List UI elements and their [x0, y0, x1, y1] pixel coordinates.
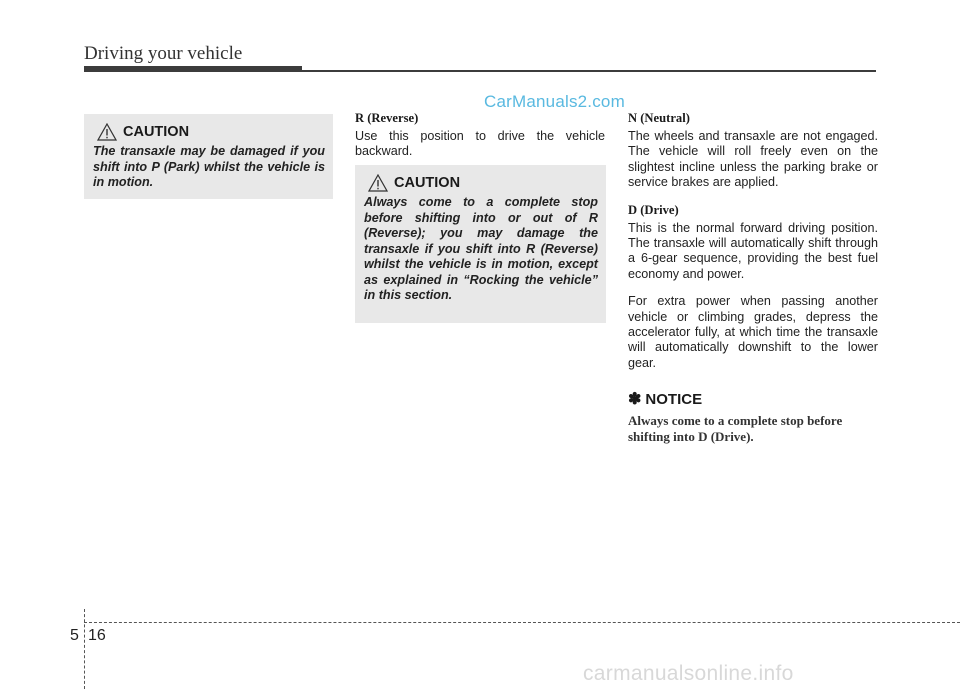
section-text-neutral: The wheels and transaxle are not engaged. The vehicle will roll freely even on the slightest incline unless the parking brake or service brakes are applied. — [628, 129, 878, 190]
watermark-bottom[interactable]: carmanualsonline.info — [583, 662, 794, 685]
chapter-number: 5 — [70, 627, 79, 644]
notice-header — [628, 389, 878, 409]
section-text-reverse: Use this position to drive the vehicle backward. — [355, 129, 605, 159]
section-heading-reverse: R (Reverse) — [355, 111, 419, 125]
column-right — [628, 111, 878, 444]
notice-text: Always come to a complete stop before shifting into D (Drive). — [628, 413, 843, 444]
caution-title: CAUTION — [123, 124, 190, 140]
caution-text: The transaxle may be damaged if you shift into P (Park) whilst the vehicle is in motion. — [93, 144, 325, 189]
section-heading-drive: D (Drive) — [628, 202, 679, 217]
caution-box-reverse — [355, 165, 606, 323]
caution-text: Always come to a complete stop before shifting into or out of R (Reverse); you may damage the transaxle if you shift into R (Reverse) whilst the vehicle is in motion, except as explained in “Rocking the vehicle” in this section. — [364, 195, 598, 302]
caution-header — [368, 174, 598, 192]
section-text-drive-extra: For extra power when passing another vehicle or climbing grades, depress the accelerator fully, at which time the transaxle will automatically downshift to the lower gear. — [628, 294, 878, 370]
warning-triangle-icon — [368, 174, 388, 192]
notice-title: NOTICE — [645, 390, 703, 408]
page-header-title: Driving your vehicle — [84, 43, 243, 64]
section-heading-neutral: N (Neutral) — [628, 111, 690, 125]
header-rule-thin — [302, 70, 876, 72]
caution-header — [97, 123, 325, 141]
page-number: 16 — [88, 627, 106, 644]
footer-divider — [84, 609, 85, 689]
watermark-top[interactable]: CarManuals2.com — [484, 92, 625, 111]
caution-title: CAUTION — [394, 175, 461, 191]
footer-rule — [84, 622, 960, 623]
notice-star-icon: ✽ — [628, 391, 642, 409]
header-rule-thick — [84, 66, 302, 72]
warning-triangle-icon — [97, 123, 117, 141]
caution-box-park — [84, 114, 333, 199]
section-text-drive: This is the normal forward driving position. The transaxle will automatically shift through a 6-gear sequence, providing the best fuel economy and power. — [628, 220, 878, 281]
column-middle — [355, 111, 605, 172]
